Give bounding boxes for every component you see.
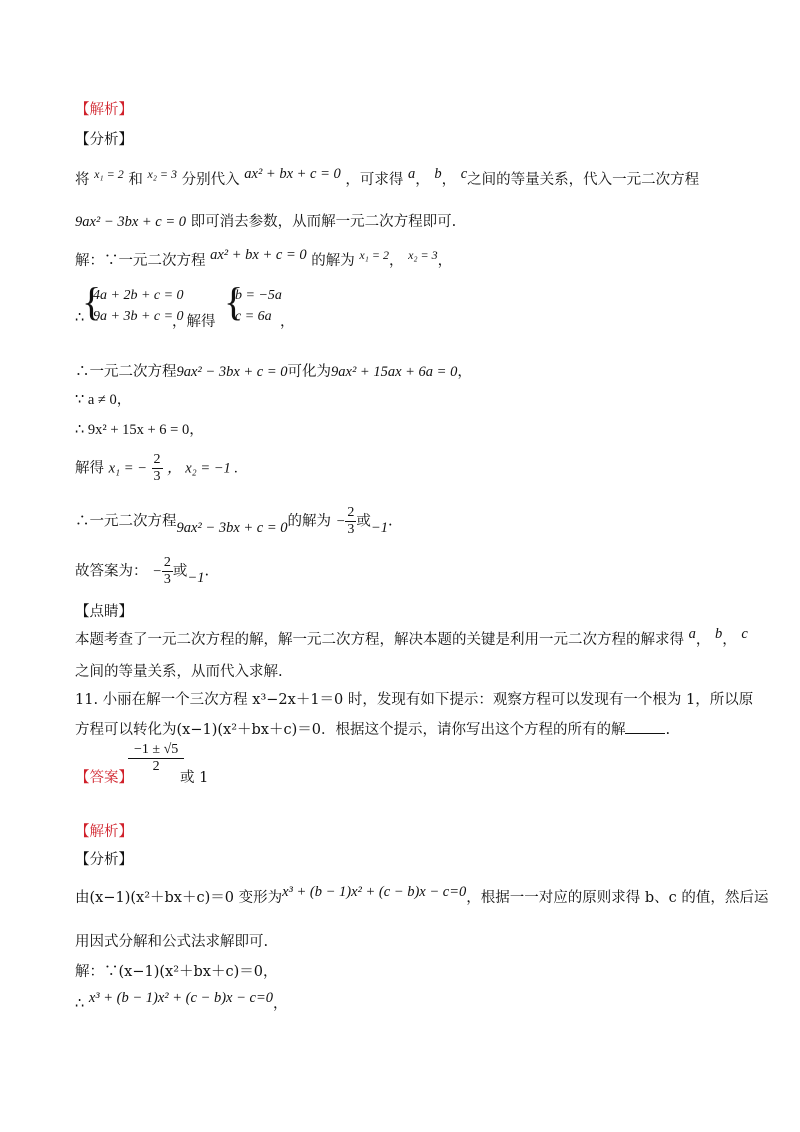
fenxi-heading-2: 【分析】 [75, 852, 133, 868]
var-c: c [460, 166, 468, 182]
because-a-nonzero: ∵ a ≠ 0， [75, 392, 132, 408]
comma: ， [280, 314, 295, 330]
daan-heading: 【答案】 [75, 770, 133, 786]
solution-line-1: 解：∵一元二次方程 ax² + bx + c = 0 的解为 $^{x_1 = 2}$， $^{x_2 = 3}$， [75, 247, 453, 269]
therefore-symbol: ∴ [75, 310, 85, 326]
dianjing-line-1: 本题考查了一元二次方程的解，解一元二次方程，解决本题的关键是利用一元二次方程的解求得 a， b， c [75, 626, 748, 648]
solution2-line-2 [75, 992, 288, 1013]
analysis2-line-2: 用因式分解和公式法求解即可. [75, 934, 269, 950]
numerator: 2 [347, 505, 355, 520]
var-a: a [408, 166, 416, 182]
equation-main: ax² + bx + c = 0 [244, 166, 341, 182]
text: 故答案为： [75, 563, 148, 580]
text: 的解为 [311, 253, 355, 269]
numerator: 2 [153, 452, 161, 467]
text: 即可消去参数，从而解一元二次方程即可. [190, 214, 457, 230]
fraction-two-thirds [345, 505, 356, 538]
text: ∴一元二次方程 [75, 513, 177, 530]
dianjing-line-2: 之间的等量关系，从而代入求解. [75, 664, 283, 680]
fenxi-heading: 【分析】 [75, 132, 133, 148]
fraction-two-thirds [162, 555, 173, 588]
text: 方程可以转化为(x−1)(x²＋bx＋c)＝0．根据这个提示，请你写出这个方程的所有的解 [75, 722, 626, 738]
equation-cubic: x³ + (b − 1)x² + (c − b)x − c=0 [88, 990, 273, 1006]
x1-eq: x₁ = 2 [359, 248, 389, 262]
numerator: −1 ± √5 [128, 742, 184, 759]
text: ，可求得 [345, 172, 404, 188]
numerator: 2 [163, 555, 171, 570]
denominator: 3 [347, 522, 355, 537]
var-a: a [688, 626, 696, 642]
text: 分别代入 [181, 172, 240, 188]
equation-cubic: x³ + (b − 1)x² + (c − b)x − c=0 [282, 884, 467, 900]
neg-one: −1 [187, 569, 205, 586]
jiexi-heading: 【解析】 [75, 102, 133, 118]
var-b: b [714, 626, 723, 642]
solution-line-kehua: ∴一元二次方程9ax² − 3bx + c = 0可化为9ax² + 15ax + 6a = 0， [75, 364, 472, 380]
text: 的解为 [287, 513, 332, 530]
text: 和 [128, 172, 143, 188]
therefore-equation: ∴ 9x² + 15x + 6 = 0， [75, 422, 204, 438]
text: 或 [172, 563, 188, 580]
denominator: 3 [153, 469, 161, 484]
text: 解得 [75, 460, 104, 477]
x1-eq: x₁ = 2 [94, 167, 124, 181]
equation: 9ax² − 3bx + c = 0 [176, 364, 288, 380]
question-11-line-1: 11. 小丽在解一个三次方程 x³−2x＋1＝0 时，发现有如下提示：观察方程可以发现有一个根为 1，所以原 [75, 692, 754, 708]
denominator: 3 [163, 572, 171, 587]
fraction-root-five [128, 742, 184, 775]
text: ， [273, 996, 288, 1012]
conclusion-line: ∴一元二次方程9ax² − 3bx + c = 0的解为 − $\frac{2}{3}$ 或−1. [75, 505, 393, 537]
therefore-symbol: ∴ [75, 996, 85, 1012]
answer-fraction [128, 742, 184, 775]
text: 本题考查了一元二次方程的解，解一元二次方程，解决本题的关键是利用一元二次方程的解求得 [75, 632, 684, 648]
answer-line: 故答案为： − $\frac{2}{3}$ 或−1. [75, 555, 210, 587]
equation-9a: 9ax² − 3bx + c = 0 [75, 214, 187, 230]
dianjing-heading: 【点睛】 [75, 604, 133, 620]
text: 之间的等量关系，代入一元二次方程 [467, 172, 700, 188]
text: 将 [75, 172, 90, 188]
system1-row2: 9a + 3b + c = 0 [93, 309, 184, 324]
x1-lhs: x₁ = − [108, 460, 147, 477]
text: ∴一元二次方程 [75, 364, 177, 380]
analysis2-line-1 [75, 886, 768, 907]
equation: 9ax² − 3bx + c = 0 [176, 519, 288, 536]
question-11-line-2 [75, 718, 670, 739]
answer-blank [625, 720, 665, 734]
x2-eq: x₂ = 3 [147, 167, 178, 181]
system2-row1: b = −5a [235, 288, 282, 303]
answer-tail: 或 1 [180, 770, 209, 786]
var-b: b [434, 166, 442, 182]
solution-roots-line [75, 452, 238, 485]
fraction-two-thirds [152, 452, 163, 485]
jiede-text: ，解得 [172, 314, 216, 330]
equation-main: ax² + bx + c = 0 [210, 247, 307, 263]
analysis-line-2 [75, 210, 456, 231]
system1-row1: 4a + 2b + c = 0 [93, 288, 184, 303]
jiexi-heading-2: 【解析】 [75, 824, 133, 840]
text: 可化为 [287, 364, 332, 380]
left-brace: { [82, 279, 102, 324]
x2-eq: x₂ = 3 [408, 248, 438, 262]
text: 解：∵一元二次方程 [75, 253, 206, 269]
denominator: 2 [152, 759, 160, 774]
equation: 9ax² + 15ax + 6a = 0 [331, 364, 458, 380]
var-c: c [741, 626, 748, 642]
solution2-line-1: 解：∵(x−1)(x²＋bx＋c)＝0， [75, 964, 278, 980]
neg-one: −1 [370, 519, 388, 536]
analysis-line-1: 将 $^{x_1 = 2}$ 和 $^{x_2 = 3}$ 分别代入 ax² + bx + c = 0 ，可求得 a， b， c之间的等量关系，代入一元二次方程 [75, 166, 700, 188]
x2-rhs: ， x₂ = −1 . [167, 460, 239, 477]
system2-row2: c = 6a [235, 309, 272, 324]
text: ，根据一一对应的原则求得 b、c 的值，然后运 [466, 890, 769, 906]
text: 或 [356, 513, 371, 530]
text: . [665, 722, 671, 738]
text: 由(x−1)(x²＋bx＋c)＝0 变形为 [75, 890, 283, 906]
left-brace: { [224, 279, 244, 324]
